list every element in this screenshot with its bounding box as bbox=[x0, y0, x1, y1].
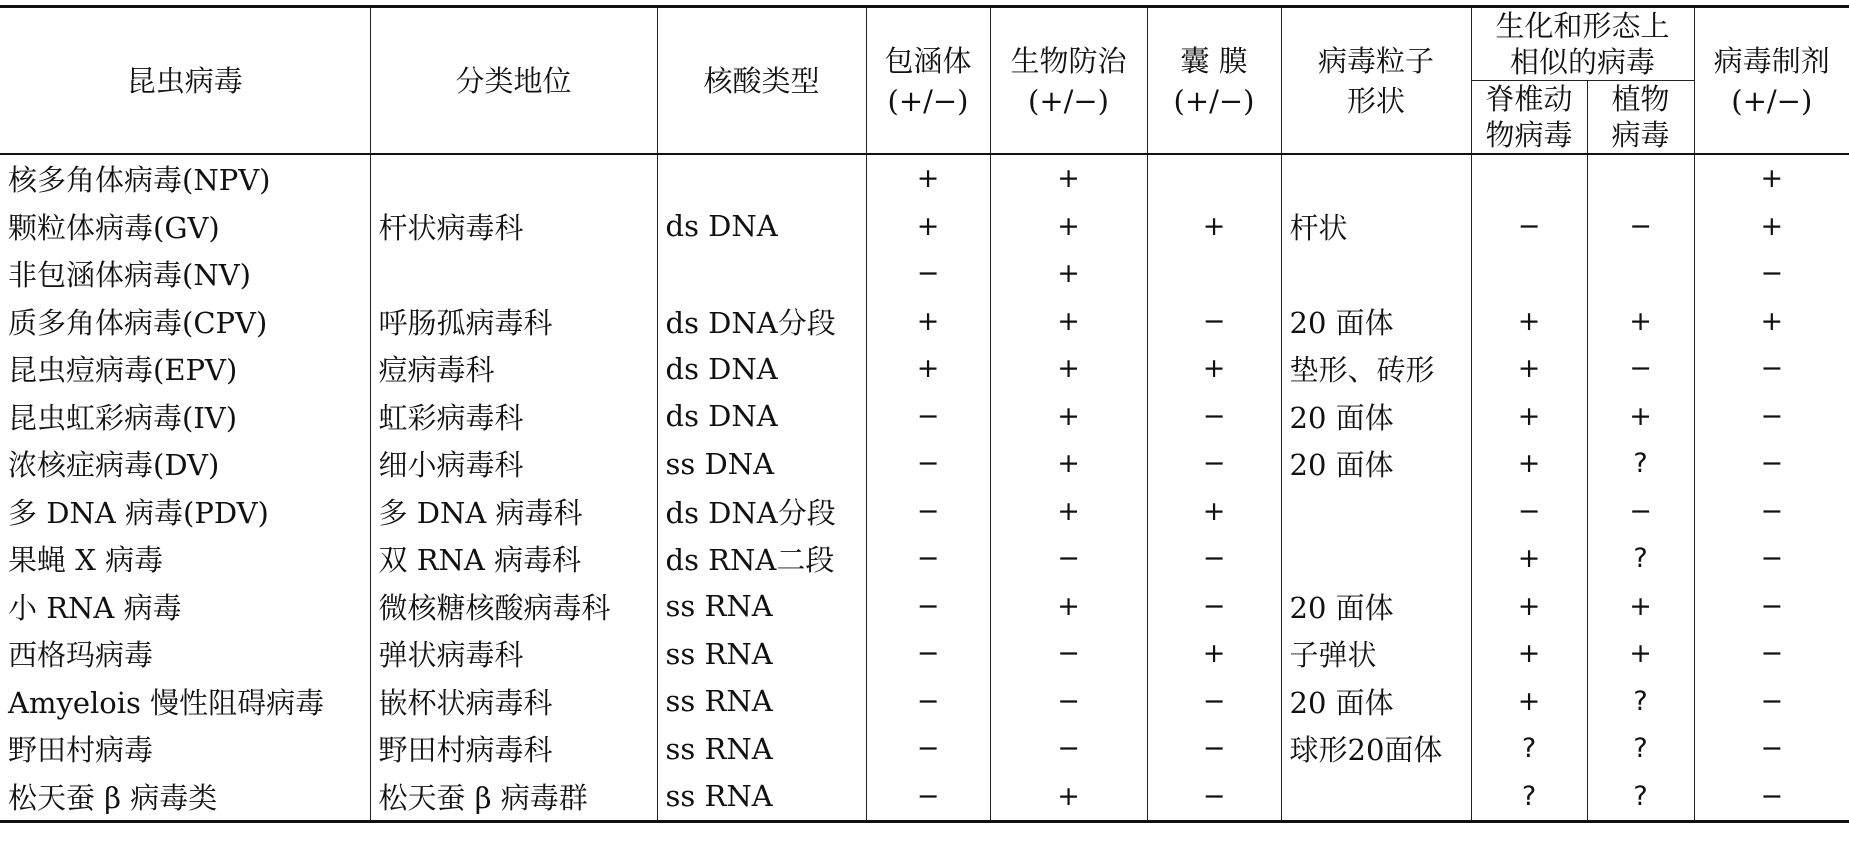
cell-nucleic-acid: ss RNA bbox=[657, 583, 866, 631]
cell-classification bbox=[370, 154, 657, 203]
cell-preparation: − bbox=[1694, 535, 1849, 583]
cell-particle-shape: 20 面体 bbox=[1281, 440, 1471, 488]
cell-classification: 细小病毒科 bbox=[370, 440, 657, 488]
cell-biocontrol: + bbox=[990, 298, 1147, 346]
cell-preparation: − bbox=[1694, 250, 1849, 298]
table-body bbox=[0, 154, 1849, 822]
cell-virus-name: 小 RNA 病毒 bbox=[0, 583, 370, 631]
cell-classification: 松天蚕 β 病毒群 bbox=[370, 773, 657, 822]
cell-nucleic-acid bbox=[657, 250, 866, 298]
header-inclusion-body-sub: (+/−) bbox=[887, 83, 969, 118]
cell-nucleic-acid: ds DNA分段 bbox=[657, 488, 866, 536]
cell-vertebrate-virus: + bbox=[1471, 393, 1587, 441]
cell-biocontrol: + bbox=[990, 250, 1147, 298]
cell-envelope: − bbox=[1147, 678, 1281, 726]
cell-vertebrate-virus: − bbox=[1471, 203, 1587, 251]
cell-vertebrate-virus: − bbox=[1471, 488, 1587, 536]
cell-inclusion-body: + bbox=[866, 345, 990, 393]
cell-classification: 微核糖核酸病毒科 bbox=[370, 583, 657, 631]
cell-plant-virus bbox=[1587, 154, 1694, 203]
cell-inclusion-body: − bbox=[866, 630, 990, 678]
cell-envelope: − bbox=[1147, 725, 1281, 773]
table-row bbox=[0, 298, 1849, 346]
header-similar-line1: 生化和形态上 bbox=[1495, 9, 1670, 43]
cell-inclusion-body: − bbox=[866, 773, 990, 822]
cell-biocontrol: + bbox=[990, 583, 1147, 631]
table-row bbox=[0, 250, 1849, 298]
cell-biocontrol: + bbox=[990, 154, 1147, 203]
cell-vertebrate-virus: + bbox=[1471, 535, 1587, 583]
insect-virus-table bbox=[0, 5, 1849, 823]
cell-particle-shape: 球形20面体 bbox=[1281, 725, 1471, 773]
cell-inclusion-body: − bbox=[866, 725, 990, 773]
cell-inclusion-body: − bbox=[866, 440, 990, 488]
cell-inclusion-body: − bbox=[866, 250, 990, 298]
cell-virus-name: 昆虫虹彩病毒(IV) bbox=[0, 393, 370, 441]
cell-particle-shape: 垫形、砖形 bbox=[1281, 345, 1471, 393]
header-similar-viruses bbox=[1471, 7, 1694, 81]
cell-virus-name: Amyelois 慢性阻碍病毒 bbox=[0, 678, 370, 726]
cell-biocontrol: + bbox=[990, 440, 1147, 488]
cell-plant-virus: + bbox=[1587, 393, 1694, 441]
cell-classification bbox=[370, 250, 657, 298]
header-envelope bbox=[1147, 7, 1281, 155]
cell-virus-name: 昆虫痘病毒(EPV) bbox=[0, 345, 370, 393]
cell-particle-shape bbox=[1281, 535, 1471, 583]
cell-biocontrol: − bbox=[990, 535, 1147, 583]
cell-virus-name: 核多角体病毒(NPV) bbox=[0, 154, 370, 203]
cell-preparation: − bbox=[1694, 725, 1849, 773]
cell-inclusion-body: − bbox=[866, 583, 990, 631]
cell-plant-virus: − bbox=[1587, 488, 1694, 536]
cell-virus-name: 西格玛病毒 bbox=[0, 630, 370, 678]
cell-preparation: − bbox=[1694, 583, 1849, 631]
cell-envelope: − bbox=[1147, 535, 1281, 583]
cell-preparation: + bbox=[1694, 154, 1849, 203]
cell-nucleic-acid bbox=[657, 154, 866, 203]
cell-plant-virus: − bbox=[1587, 345, 1694, 393]
cell-classification: 双 RNA 病毒科 bbox=[370, 535, 657, 583]
header-preparation-label: 病毒制剂 bbox=[1713, 43, 1830, 78]
cell-inclusion-body: − bbox=[866, 488, 990, 536]
cell-preparation: + bbox=[1694, 298, 1849, 346]
table-row bbox=[0, 154, 1849, 203]
table-row bbox=[0, 725, 1849, 773]
cell-preparation: − bbox=[1694, 773, 1849, 822]
header-plant-line2: 病毒 bbox=[1611, 118, 1670, 152]
cell-virus-name: 颗粒体病毒(GV) bbox=[0, 203, 370, 251]
table-row bbox=[0, 583, 1849, 631]
cell-classification: 杆状病毒科 bbox=[370, 203, 657, 251]
cell-particle-shape: 20 面体 bbox=[1281, 393, 1471, 441]
header-similar-line2: 相似的病毒 bbox=[1510, 45, 1656, 79]
cell-particle-shape: 杆状 bbox=[1281, 203, 1471, 251]
cell-vertebrate-virus: + bbox=[1471, 678, 1587, 726]
cell-inclusion-body: − bbox=[866, 535, 990, 583]
cell-particle-shape bbox=[1281, 773, 1471, 822]
header-nucleic-acid: 核酸类型 bbox=[657, 7, 866, 155]
cell-nucleic-acid: ss DNA bbox=[657, 440, 866, 488]
cell-preparation: + bbox=[1694, 203, 1849, 251]
cell-envelope: − bbox=[1147, 393, 1281, 441]
cell-classification: 弹状病毒科 bbox=[370, 630, 657, 678]
cell-virus-name: 质多角体病毒(CPV) bbox=[0, 298, 370, 346]
cell-vertebrate-virus bbox=[1471, 250, 1587, 298]
header-plant-line1: 植物 bbox=[1611, 82, 1670, 116]
cell-nucleic-acid: ss RNA bbox=[657, 773, 866, 822]
cell-particle-shape: 20 面体 bbox=[1281, 298, 1471, 346]
header-vertebrate-virus bbox=[1471, 81, 1587, 155]
table-row bbox=[0, 488, 1849, 536]
cell-biocontrol: + bbox=[990, 345, 1147, 393]
cell-nucleic-acid: ds DNA bbox=[657, 345, 866, 393]
cell-classification: 痘病毒科 bbox=[370, 345, 657, 393]
header-inclusion-body-label: 包涵体 bbox=[884, 43, 972, 78]
cell-plant-virus: + bbox=[1587, 298, 1694, 346]
cell-inclusion-body: − bbox=[866, 678, 990, 726]
cell-virus-name: 非包涵体病毒(NV) bbox=[0, 250, 370, 298]
cell-particle-shape: 20 面体 bbox=[1281, 583, 1471, 631]
header-plant-virus bbox=[1587, 81, 1694, 155]
cell-virus-name: 浓核症病毒(DV) bbox=[0, 440, 370, 488]
cell-biocontrol: + bbox=[990, 393, 1147, 441]
cell-envelope: + bbox=[1147, 345, 1281, 393]
cell-particle-shape: 子弹状 bbox=[1281, 630, 1471, 678]
cell-plant-virus: + bbox=[1587, 583, 1694, 631]
header-biocontrol bbox=[990, 7, 1147, 155]
cell-particle-shape bbox=[1281, 250, 1471, 298]
cell-envelope: + bbox=[1147, 203, 1281, 251]
table-row bbox=[0, 773, 1849, 822]
cell-nucleic-acid: ss RNA bbox=[657, 725, 866, 773]
cell-inclusion-body: + bbox=[866, 298, 990, 346]
table-row bbox=[0, 203, 1849, 251]
cell-nucleic-acid: ds DNA bbox=[657, 203, 866, 251]
cell-virus-name: 果蝇 X 病毒 bbox=[0, 535, 370, 583]
cell-classification: 野田村病毒科 bbox=[370, 725, 657, 773]
cell-nucleic-acid: ds DNA bbox=[657, 393, 866, 441]
cell-envelope: − bbox=[1147, 298, 1281, 346]
cell-vertebrate-virus bbox=[1471, 154, 1587, 203]
cell-vertebrate-virus: + bbox=[1471, 298, 1587, 346]
header-insect-virus: 昆虫病毒 bbox=[0, 7, 370, 155]
cell-biocontrol: + bbox=[990, 488, 1147, 536]
cell-vertebrate-virus: + bbox=[1471, 630, 1587, 678]
header-envelope-sub: (+/−) bbox=[1173, 83, 1255, 118]
cell-classification: 嵌杯状病毒科 bbox=[370, 678, 657, 726]
cell-envelope: − bbox=[1147, 773, 1281, 822]
table-row bbox=[0, 678, 1849, 726]
cell-nucleic-acid: ds DNA分段 bbox=[657, 298, 866, 346]
header-biocontrol-label: 生物防治 bbox=[1010, 43, 1127, 78]
cell-plant-virus: ? bbox=[1587, 535, 1694, 583]
cell-particle-shape: 20 面体 bbox=[1281, 678, 1471, 726]
cell-plant-virus: + bbox=[1587, 630, 1694, 678]
cell-vertebrate-virus: + bbox=[1471, 345, 1587, 393]
cell-vertebrate-virus: ? bbox=[1471, 725, 1587, 773]
cell-plant-virus: ? bbox=[1587, 725, 1694, 773]
header-particle-shape-line2: 形状 bbox=[1346, 83, 1405, 118]
cell-envelope: − bbox=[1147, 583, 1281, 631]
cell-biocontrol: − bbox=[990, 725, 1147, 773]
cell-envelope: + bbox=[1147, 488, 1281, 536]
cell-nucleic-acid: ss RNA bbox=[657, 630, 866, 678]
cell-vertebrate-virus: + bbox=[1471, 583, 1587, 631]
table-row bbox=[0, 535, 1849, 583]
header-particle-shape bbox=[1281, 7, 1471, 155]
cell-vertebrate-virus: ? bbox=[1471, 773, 1587, 822]
cell-plant-virus: ? bbox=[1587, 440, 1694, 488]
cell-vertebrate-virus: + bbox=[1471, 440, 1587, 488]
header-envelope-label: 囊 膜 bbox=[1180, 43, 1248, 78]
cell-classification: 呼肠孤病毒科 bbox=[370, 298, 657, 346]
cell-preparation: − bbox=[1694, 678, 1849, 726]
cell-envelope: − bbox=[1147, 440, 1281, 488]
table-row bbox=[0, 440, 1849, 488]
header-classification: 分类地位 bbox=[370, 7, 657, 155]
cell-preparation: − bbox=[1694, 488, 1849, 536]
cell-preparation: − bbox=[1694, 630, 1849, 678]
cell-virus-name: 多 DNA 病毒(PDV) bbox=[0, 488, 370, 536]
cell-preparation: − bbox=[1694, 440, 1849, 488]
header-particle-shape-line1: 病毒粒子 bbox=[1317, 43, 1434, 78]
cell-inclusion-body: + bbox=[866, 203, 990, 251]
cell-biocontrol: − bbox=[990, 678, 1147, 726]
cell-inclusion-body: + bbox=[866, 154, 990, 203]
header-vertebrate-line1: 脊椎动 bbox=[1485, 82, 1573, 116]
table-header bbox=[0, 7, 1849, 155]
table-row bbox=[0, 393, 1849, 441]
cell-plant-virus: − bbox=[1587, 203, 1694, 251]
cell-envelope bbox=[1147, 250, 1281, 298]
cell-virus-name: 野田村病毒 bbox=[0, 725, 370, 773]
header-biocontrol-sub: (+/−) bbox=[1028, 83, 1109, 118]
cell-biocontrol: + bbox=[990, 773, 1147, 822]
cell-envelope bbox=[1147, 154, 1281, 203]
cell-biocontrol: + bbox=[990, 203, 1147, 251]
cell-nucleic-acid: ds RNA二段 bbox=[657, 535, 866, 583]
cell-biocontrol: − bbox=[990, 630, 1147, 678]
cell-plant-virus: ? bbox=[1587, 773, 1694, 822]
table-row bbox=[0, 630, 1849, 678]
cell-preparation: − bbox=[1694, 345, 1849, 393]
cell-virus-name: 松天蚕 β 病毒类 bbox=[0, 773, 370, 822]
header-preparation bbox=[1694, 7, 1849, 155]
table-row bbox=[0, 345, 1849, 393]
cell-envelope: + bbox=[1147, 630, 1281, 678]
cell-plant-virus: ? bbox=[1587, 678, 1694, 726]
cell-plant-virus bbox=[1587, 250, 1694, 298]
header-vertebrate-line2: 物病毒 bbox=[1485, 118, 1573, 152]
header-inclusion-body bbox=[866, 7, 990, 155]
cell-inclusion-body: − bbox=[866, 393, 990, 441]
cell-particle-shape bbox=[1281, 488, 1471, 536]
cell-classification: 多 DNA 病毒科 bbox=[370, 488, 657, 536]
cell-nucleic-acid: ss RNA bbox=[657, 678, 866, 726]
cell-classification: 虹彩病毒科 bbox=[370, 393, 657, 441]
header-preparation-sub: (+/−) bbox=[1731, 83, 1813, 118]
cell-particle-shape bbox=[1281, 154, 1471, 203]
cell-preparation: − bbox=[1694, 393, 1849, 441]
